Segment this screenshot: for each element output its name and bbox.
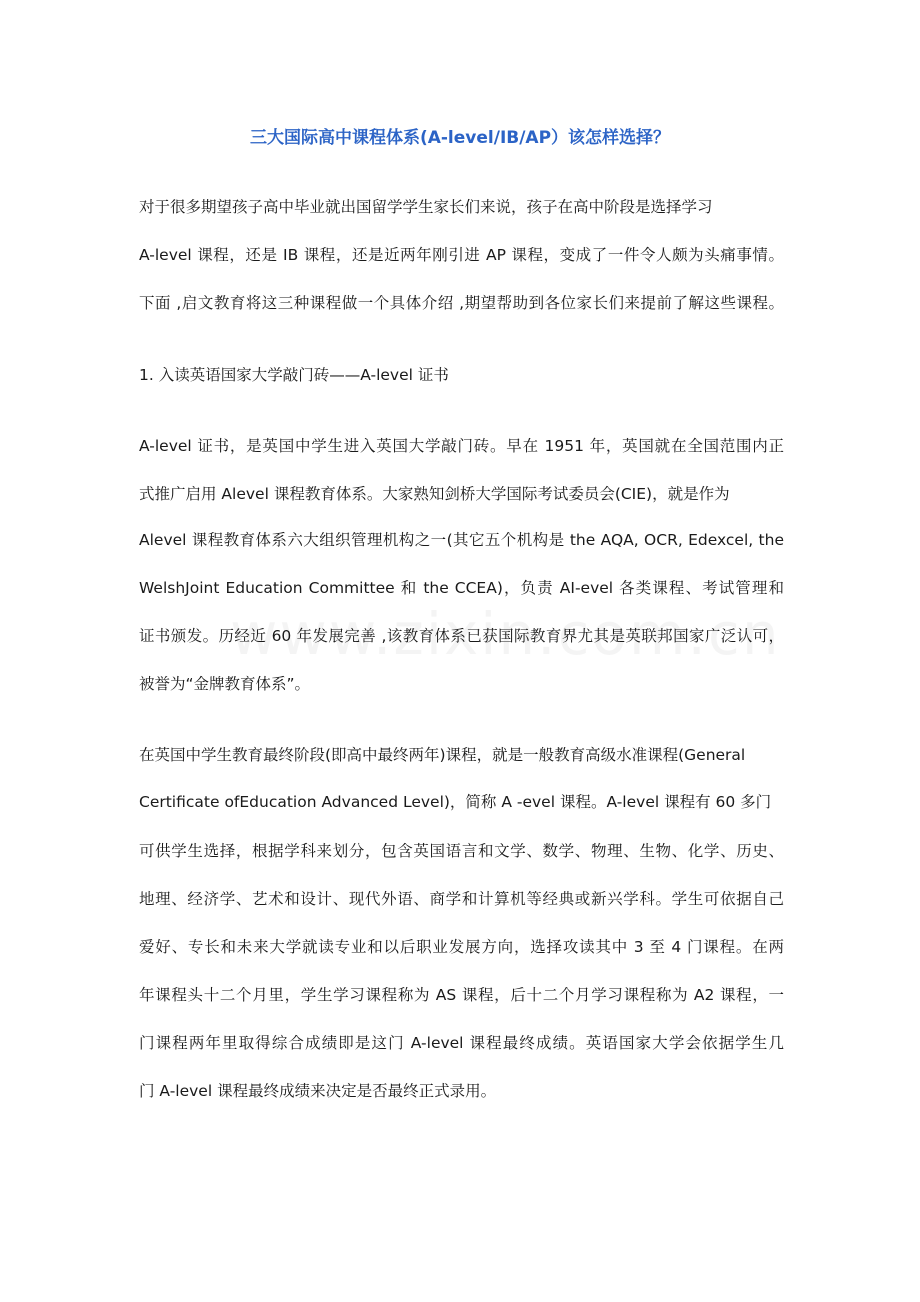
section-heading-1: 1. 入读英语国家大学敲门砖——A-level 证书 [139,366,449,384]
para2-line-5: 爱好、专长和未来大学就读专业和以后职业发展方向，选择攻读其中 3 至 4 门课程。在两 [139,938,784,956]
para2-line-6: 年课程头十二个月里，学生学习课程称为 AS 课程，后十二个月学习课程称为 A2 课程，一 [139,986,784,1004]
para2-line-8: 门 A-level 课程最终成绩来决定是否最终正式录用。 [139,1082,497,1100]
para2-line-4: 地理、经济学、艺术和设计、现代外语、商学和计算机等经典或新兴学科。学生可依据自己 [139,890,784,908]
para2-line-2: Certificate ofEducation Advanced Level)，简称 A -evel 课程。A-level 课程有 60 多门 [139,793,772,811]
para2-line-1: 在英国中学生教育最终阶段(即高中最终两年)课程，就是一般教育高级水准课程(General [139,746,746,764]
para2-line-3: 可供学生选择，根据学科来划分，包含英国语言和文学、数学、物理、生物、化学、历史、 [139,842,784,860]
intro-line-1: 对于很多期望孩子高中毕业就出国留学学生家长们来说，孩子在高中阶段是选择学习 [139,198,713,216]
para1-line-1: A-level 证书，是英国中学生进入英国大学敲门砖。早在 1951 年，英国就在全国范围内正 [139,437,784,455]
para1-line-4: WelshJoint Education Committee 和 the CCEA)，负责 AI-evel 各类课程、考试管理和 [139,579,784,597]
para1-line-6: 被誉为“金牌教育体系”。 [139,675,311,693]
para1-line-2: 式推广启用 Alevel 课程教育体系。大家熟知剑桥大学国际考试委员会(CIE)，就是作为 [139,485,730,503]
para1-line-3: Alevel 课程教育体系六大组织管理机构之一(其它五个机构是 the AQA, OCR, Edexcel, the [139,531,784,549]
intro-line-3: 下面 ,启文教育将这三种课程做一个具体介绍 ,期望帮助到各位家长们来提前了解这些课程。 [139,294,784,312]
para2-line-7: 门课程两年里取得综合成绩即是这门 A-level 课程最终成绩。英语国家大学会依据学生几 [139,1034,784,1052]
document-title: 三大国际高中课程体系(A-level/IB/AP）该怎样选择？ [249,128,671,148]
intro-line-2: A-level 课程，还是 IB 课程，还是近两年刚引进 AP 课程，变成了一件令人颇为头痛事情。 [139,246,784,264]
para1-line-5: 证书颁发。历经近 60 年发展完善 ,该教育体系已获国际教育界尤其是英联邦国家广泛认可， [139,627,784,645]
